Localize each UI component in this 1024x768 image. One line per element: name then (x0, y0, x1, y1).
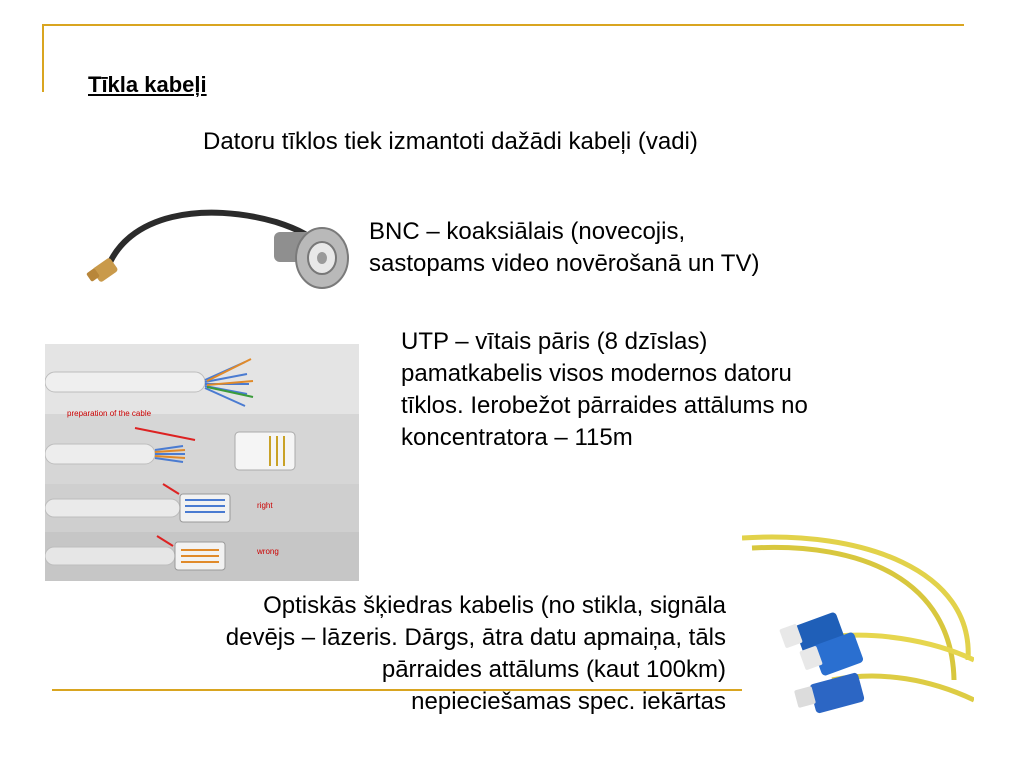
bnc-description (369, 216, 929, 280)
slide-title: Tīkla kabeļi (88, 72, 207, 97)
fiber-line-1: Optiskās šķiedras kabelis (no stikla, signāla (263, 592, 726, 619)
fiber-cable-image (742, 530, 974, 730)
fiber-line-4: nepieciešamas spec. iekārtas (411, 688, 726, 715)
photo-label-wrong: wrong (257, 547, 279, 556)
utp-line-3: tīklos. Ierobežot pārraides attālums no (401, 392, 808, 419)
fiber-line-3: pārraides attālums (kaut 100km) (381, 656, 726, 683)
fiber-line-2: devējs – lāzeris. Dārgs, ātra datu apmaiņa, tāls (225, 624, 726, 651)
slide-subtitle: Datoru tīklos tiek izmantoti dažādi kabeļi (vadi) (203, 128, 698, 155)
photo-label-preparation: preparation of the cable (67, 409, 152, 418)
top-rule (42, 24, 964, 26)
left-rule (42, 24, 44, 92)
utp-line-2: pamatkabelis visos modernos datoru (401, 360, 792, 387)
bnc-line-2: sastopams video novērošanā un TV) (369, 250, 760, 277)
photo-label-right: right (257, 501, 273, 510)
utp-line-1: UTP – vītais pāris (8 dzīslas) (401, 328, 708, 355)
bnc-cable-image (86, 192, 356, 304)
utp-cable-image (45, 344, 359, 581)
fiber-description (40, 590, 726, 718)
utp-description (401, 326, 961, 454)
utp-line-4: koncentratora – 115m (401, 424, 633, 451)
bnc-line-1: BNC – koaksiālais (novecojis, (369, 218, 686, 245)
